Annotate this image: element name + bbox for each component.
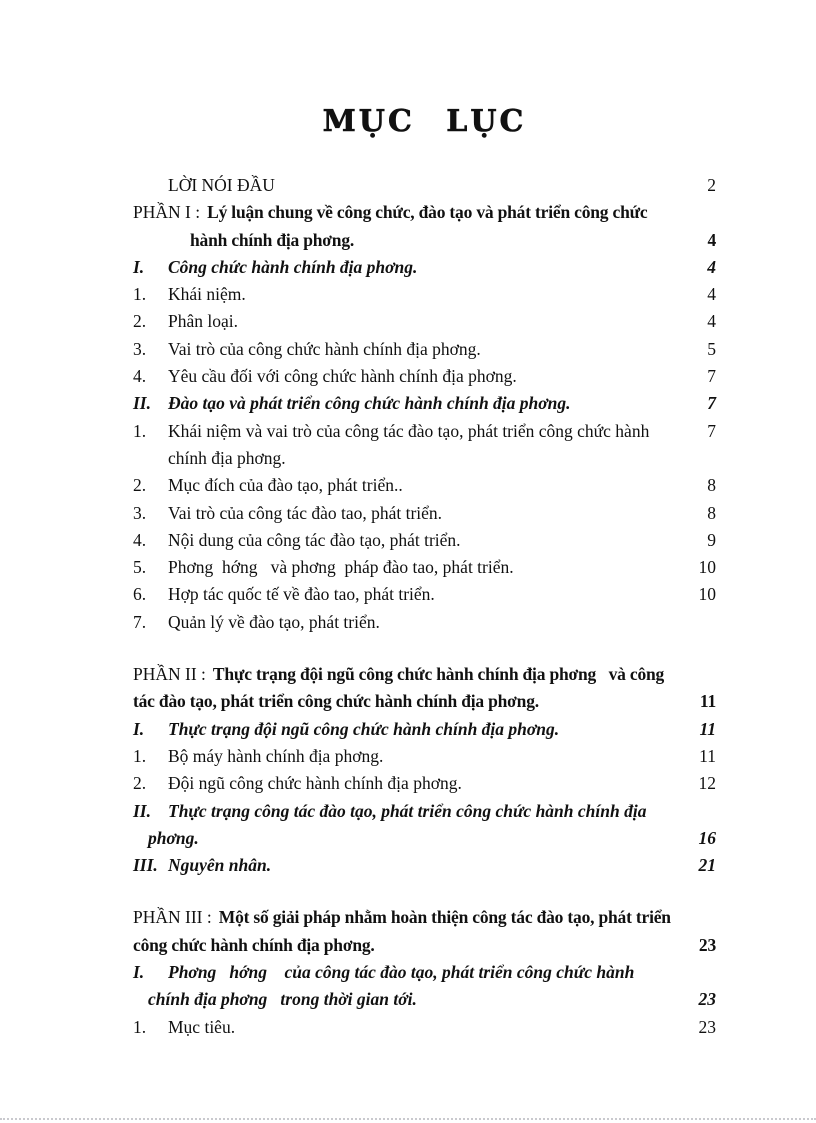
entry-number: I. [133,256,145,277]
toc-entry [133,472,716,499]
toc-entry [133,363,716,390]
entry-text: phơng. [148,827,199,848]
toc-entry [133,743,716,770]
entry-number: 3. [133,338,147,359]
entry-page: 7 [707,366,716,387]
entry-number: 1. [133,745,147,766]
entry-number: 1. [133,1016,147,1037]
entry-number: 3. [133,502,147,523]
entry-text: công chức hành chính địa phơng. [133,934,375,955]
toc-entry [133,716,716,743]
entry-page: 23 [698,989,716,1010]
entry-text: Khái niệm và vai trò của công tác đào tạo, phát triển công chức hành [168,420,650,441]
entry-page: 2 [707,175,716,195]
toc-entry-part-1 [133,199,716,226]
entry-text: Thực trạng đội ngũ công chức hành chính địa phơng. [168,718,560,739]
toc-entry-cont [133,986,716,1013]
entry-text: Vai trò của công tác đào tao, phát triển. [168,502,443,523]
footer-dotted-line [0,1118,816,1120]
entry-text: Phơng hớng của công tác đào tạo, phát triển công chức hành [168,962,635,983]
entry-number: 2. [133,773,147,794]
entry-number: II. [133,800,151,821]
toc-entry [133,418,716,445]
entry-page: 11 [699,718,716,739]
toc-entry [133,609,716,636]
toc-entry [133,172,716,199]
entry-text: chính địa phơng trong thời gian tới. [148,989,417,1010]
entry-text: Lý luận chung về công chức, đào tạo và phát triển công chức [207,202,648,223]
toc-entry [133,852,716,879]
entry-text: Thực trạng công tác đào tạo, phát triển công chức hành chính địa [168,800,647,821]
entry-page: 4 [707,229,716,250]
entry-text: Phân loại. [168,311,238,332]
section-gap [133,879,716,904]
toc-entry [133,959,716,986]
toc-entry [133,1014,716,1041]
toc-entry [133,500,716,527]
toc-entry-cont [133,445,716,472]
entry-text: Vai trò của công chức hành chính địa phơng. [168,338,481,359]
entry-text: Yêu cầu đối với công chức hành chính địa phơng. [168,366,517,387]
entry-page: 10 [698,557,716,578]
entry-text: Đội ngũ công chức hành chính địa phơng. [168,773,462,794]
toc-entry [133,254,716,281]
entry-number: 7. [133,611,147,632]
entry-text: Phơng hớng và phơng pháp đào tao, phát triển. [168,557,514,578]
toc-entry-part-3-cont [133,932,716,959]
entry-page: 23 [698,1016,716,1037]
entry-page: 4 [707,311,716,332]
entry-text: tác đào tạo, phát triển công chức hành chính địa phơng. [133,691,539,712]
entry-number: II. [133,393,151,414]
entry-page: 21 [698,855,716,876]
entry-text: Thực trạng đội ngũ công chức hành chính địa phơng và công [212,664,665,685]
entry-text: Mục tiêu. [168,1016,236,1037]
toc-entry-part-2 [133,661,716,688]
entry-page: 8 [707,502,716,523]
entry-number: I. [133,962,145,983]
entry-page: 11 [699,691,716,712]
entry-page: 7 [707,420,716,441]
entry-number: III. [133,855,158,876]
entry-number: 4. [133,529,147,550]
entry-number: 6. [133,584,147,605]
entry-text: Công chức hành chính địa phơng. [168,256,418,277]
entry-page: 8 [707,475,716,496]
entry-page: 4 [707,256,716,277]
toc-entry [133,581,716,608]
toc-entry [133,527,716,554]
toc-entry [133,281,716,308]
entry-text: Nội dung của công tác đào tạo, phát triển. [168,529,461,550]
toc-entry-part-2-cont [133,688,716,715]
toc-entry-part-1-cont [133,227,716,254]
entry-page: 12 [698,773,716,794]
entry-page: 9 [707,529,716,550]
entry-page: 5 [707,338,716,359]
entry-number: 1. [133,420,147,441]
part-label: PHẦN II : [133,664,206,685]
entry-text: Quản lý về đào tạo, phát triển. [168,611,380,632]
part-label: PHẦN III : [133,907,212,928]
entry-text: Nguyên nhân. [168,855,272,876]
entry-text: Hợp tác quốc tế về đào tao, phát triển. [168,584,435,605]
toc-list [133,172,716,1041]
entry-text: chính địa phơng. [168,447,286,468]
toc-entry [133,554,716,581]
toc-entry [133,336,716,363]
entry-number: 1. [133,284,147,305]
entry-page: 11 [699,745,716,766]
section-gap [133,636,716,661]
entry-number: 5. [133,557,147,578]
entry-page: 23 [698,934,716,955]
entry-text: Một số giải pháp nhằm hoàn thiện công tác đào tạo, phát triển [218,907,671,928]
entry-number: 2. [133,311,147,332]
toc-entry [133,770,716,797]
toc-entry-cont [133,825,716,852]
entry-page: 7 [707,393,716,414]
toc-entry-part-3 [133,904,716,931]
entry-number: 4. [133,366,147,387]
entry-number: I. [133,718,145,739]
toc-content [133,0,716,1041]
entry-page: 16 [698,827,716,848]
entry-text: Bộ máy hành chính địa phơng. [168,745,384,766]
toc-entry [133,390,716,417]
entry-text: hành chính địa phơng. [190,229,355,250]
entry-number: 2. [133,475,147,496]
entry-text: Khái niệm. [168,284,246,305]
toc-entry [133,308,716,335]
entry-page: 4 [707,284,716,305]
part-label: PHẦN I : [133,202,201,223]
entry-text: Đào tạo và phát triển công chức hành chính địa phơng. [168,393,571,414]
entry-text: Mục đích của đào tạo, phát triển.. [168,475,403,496]
page-title: MỤC LỤC [322,104,527,139]
entry-text: LỜI NÓI ĐẦU [168,175,275,195]
toc-entry [133,798,716,825]
entry-page: 10 [698,584,716,605]
